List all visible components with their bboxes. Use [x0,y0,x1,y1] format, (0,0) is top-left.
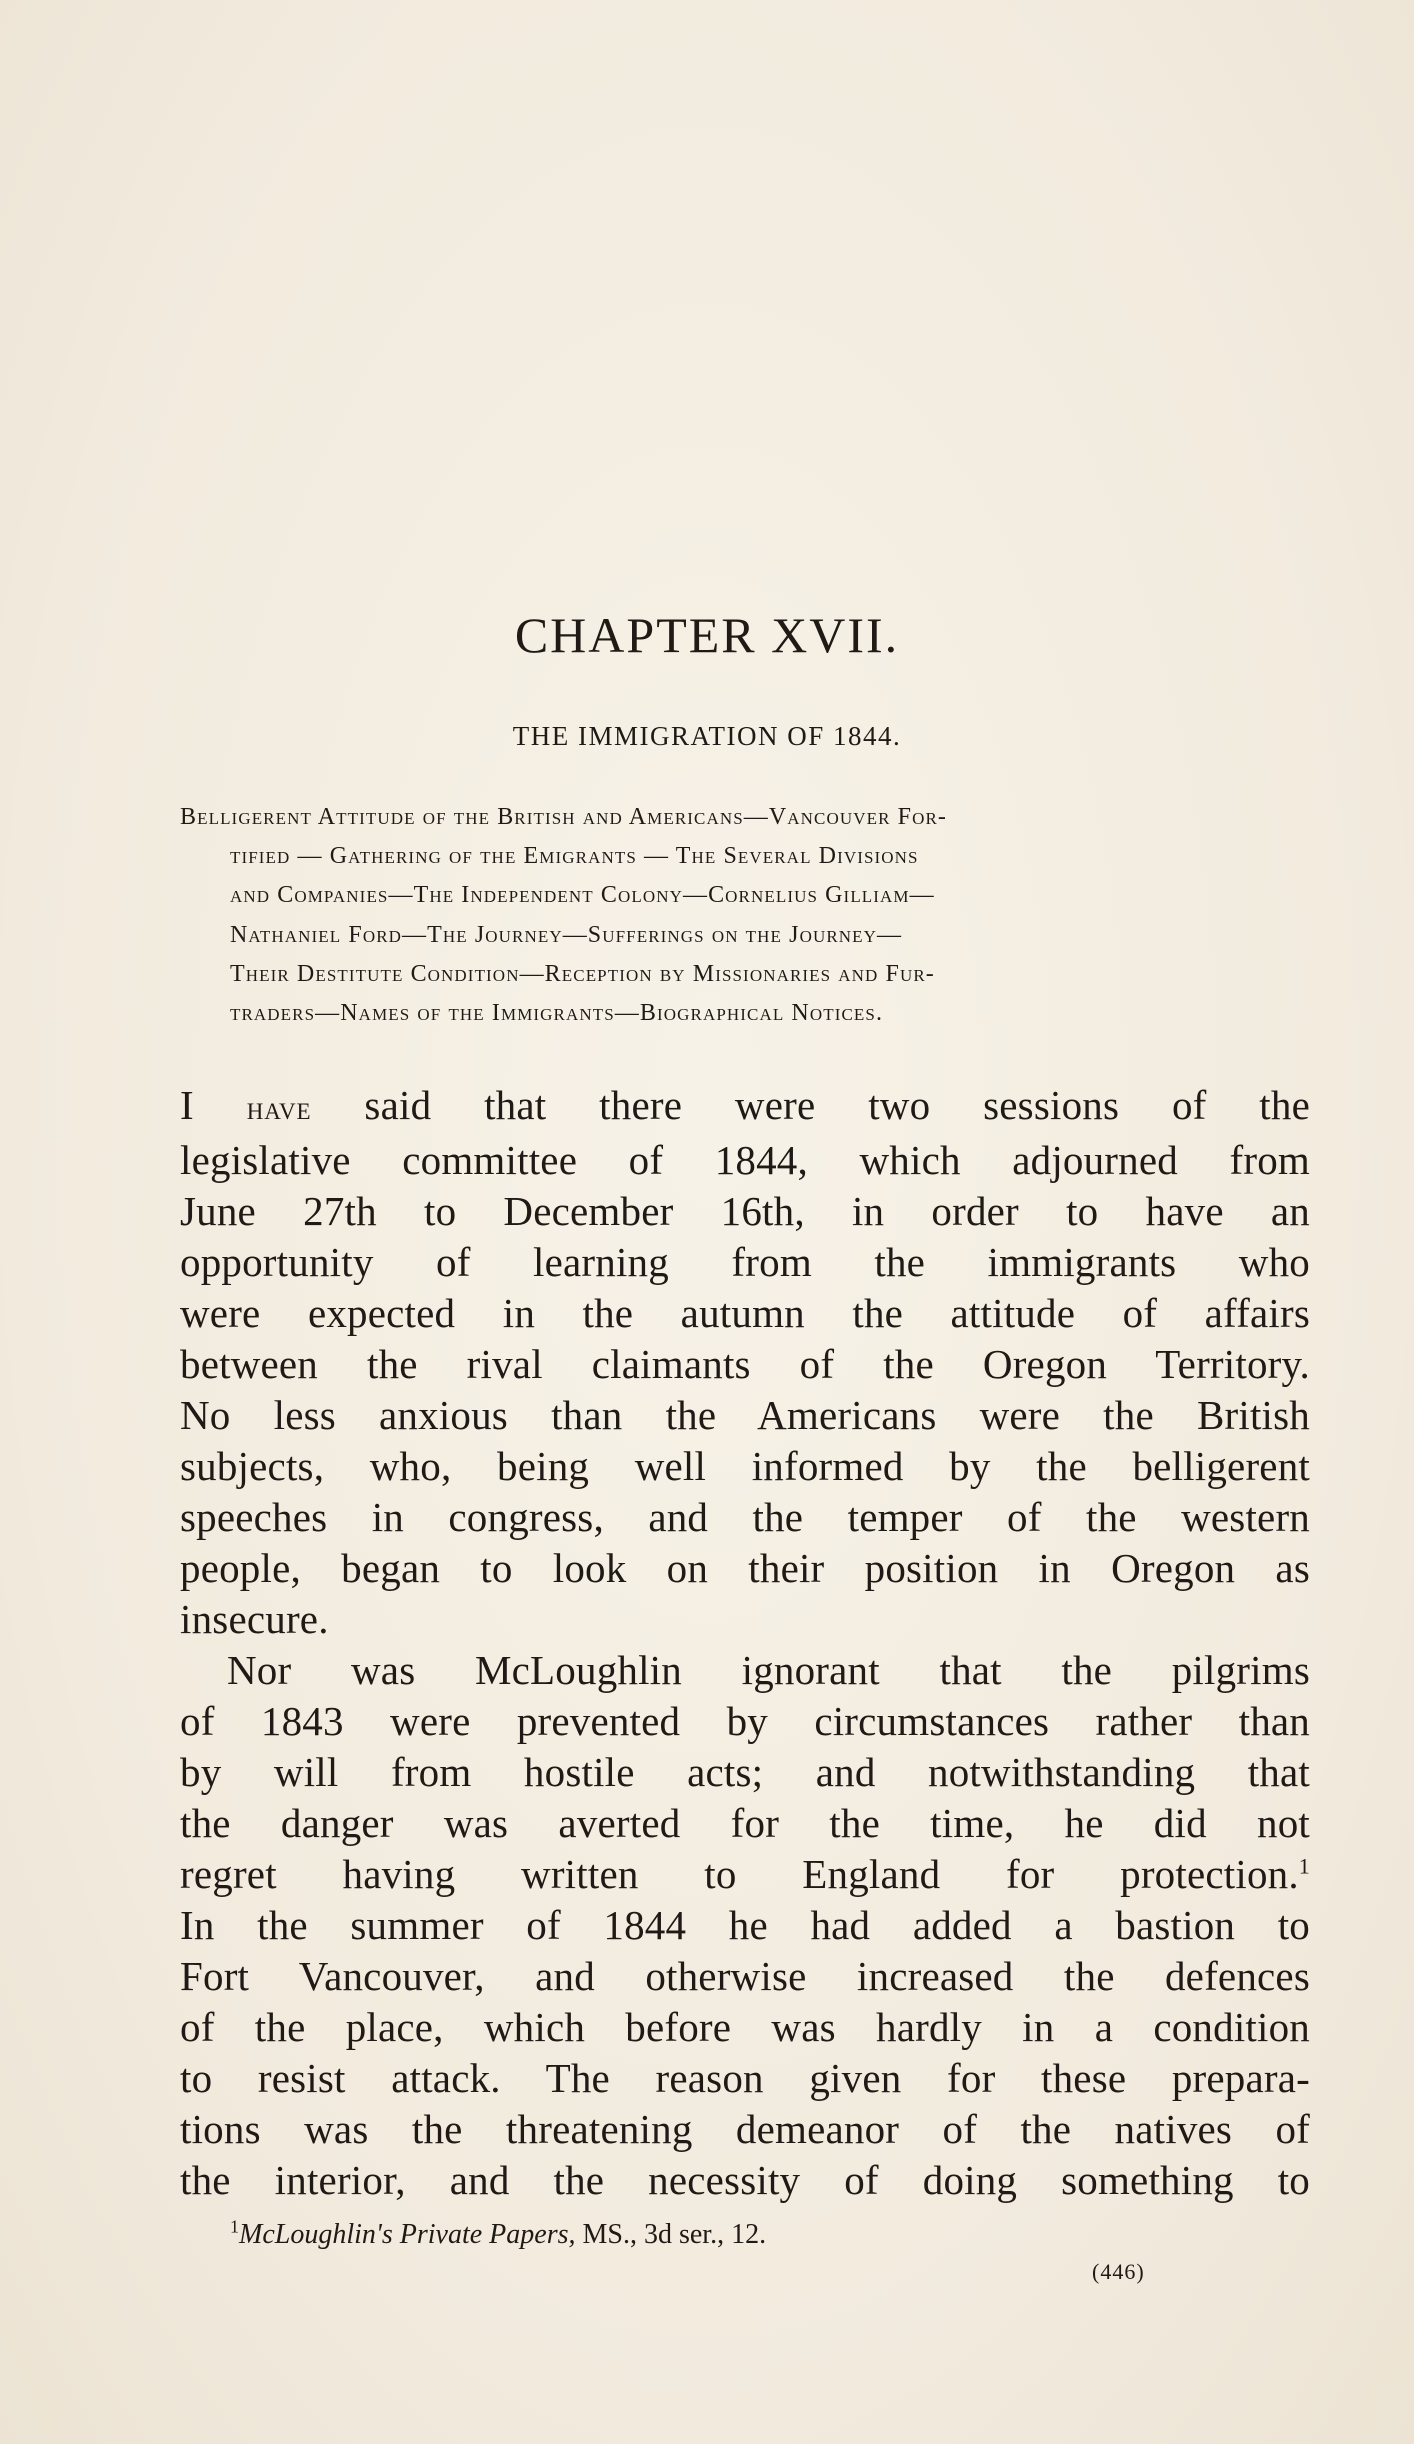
lead-capital: I [180,1082,194,1128]
paragraph-line: June 27th to December 16th, in order to have an [180,1188,1310,1234]
lead-small-caps: have [246,1091,312,1127]
synopsis-line: Their Destitute Condition—Reception by Missionaries and Fur- [230,960,935,987]
synopsis-line: tified — Gathering of the Emigrants — The Several Divisions [230,843,919,870]
line-text: said that there were two sessions of the [311,1082,1311,1128]
chapter-synopsis [180,798,1310,1033]
paragraph-line [180,1849,1310,1900]
paragraph-line: of the place, which before was hardly in a condition [180,2004,1310,2050]
footnote-source-title: McLoughlin's Private Papers, [239,2219,576,2250]
footnote-reference: 1 [1298,1853,1310,1879]
paragraph-line: In the summer of 1844 he had added a bastion to [180,1902,1310,1948]
paragraph-line: Nor was McLoughlin ignorant that the pilgrims [227,1647,1310,1693]
paragraph-line: Fort Vancouver, and otherwise increased the defences [180,1953,1310,1999]
synopsis-line: and Companies—The Independent Colony—Cornelius Gilliam— [230,882,935,909]
paragraph-line: No less anxious than the Americans were the British [180,1392,1310,1438]
paragraph-line: between the rival claimants of the Oregon Territory. [180,1341,1310,1387]
footnote-citation: MS., 3d ser., 12. [575,2219,767,2250]
line-text: regret having written to England for protection. [180,1851,1299,1897]
synopsis-line: traders—Names of the Immigrants—Biographical Notices. [230,1000,884,1027]
footnote [230,2216,767,2250]
paragraph-line: the danger was averted for the time, he did not [180,1800,1310,1846]
synopsis-line: Nathaniel Ford—The Journey—Sufferings on the Journey— [230,921,903,948]
paragraph-line: the interior, and the necessity of doing something to [180,2157,1310,2203]
synopsis-line: Belligerent Attitude of the British and Americans—Vancouver For- [180,804,948,830]
footnote-marker: 1 [230,2216,239,2237]
chapter-subtitle: THE IMMIGRATION OF 1844. [512,721,902,751]
paragraph-line: insecure. [180,1596,329,1642]
paragraph-line: people, began to look on their position in Oregon as [180,1545,1310,1591]
paragraph-line: legislative committee of 1844, which adjourned from [180,1137,1310,1183]
paragraph-line: opportunity of learning from the immigrants who [180,1239,1310,1285]
paragraph-line: to resist attack. The reason given for these prepara- [180,2055,1310,2101]
paragraph-line: subjects, who, being well informed by the belligerent [180,1443,1310,1489]
paragraph-line: of 1843 were prevented by circumstances rather than [180,1698,1310,1744]
chapter-title: CHAPTER XVII. [514,607,900,663]
paragraph-line: by will from hostile acts; and notwithstanding that [180,1749,1310,1795]
paragraph-line: speeches in congress, and the temper of the western [180,1494,1310,1540]
page-number: (446) [1092,2259,1145,2284]
body-text [180,1080,1310,2206]
paragraph-line: were expected in the autumn the attitude of affairs [180,1290,1310,1336]
paragraph-line: tions was the threatening demeanor of the natives of [180,2106,1310,2152]
paragraph-line [180,1080,1310,1135]
